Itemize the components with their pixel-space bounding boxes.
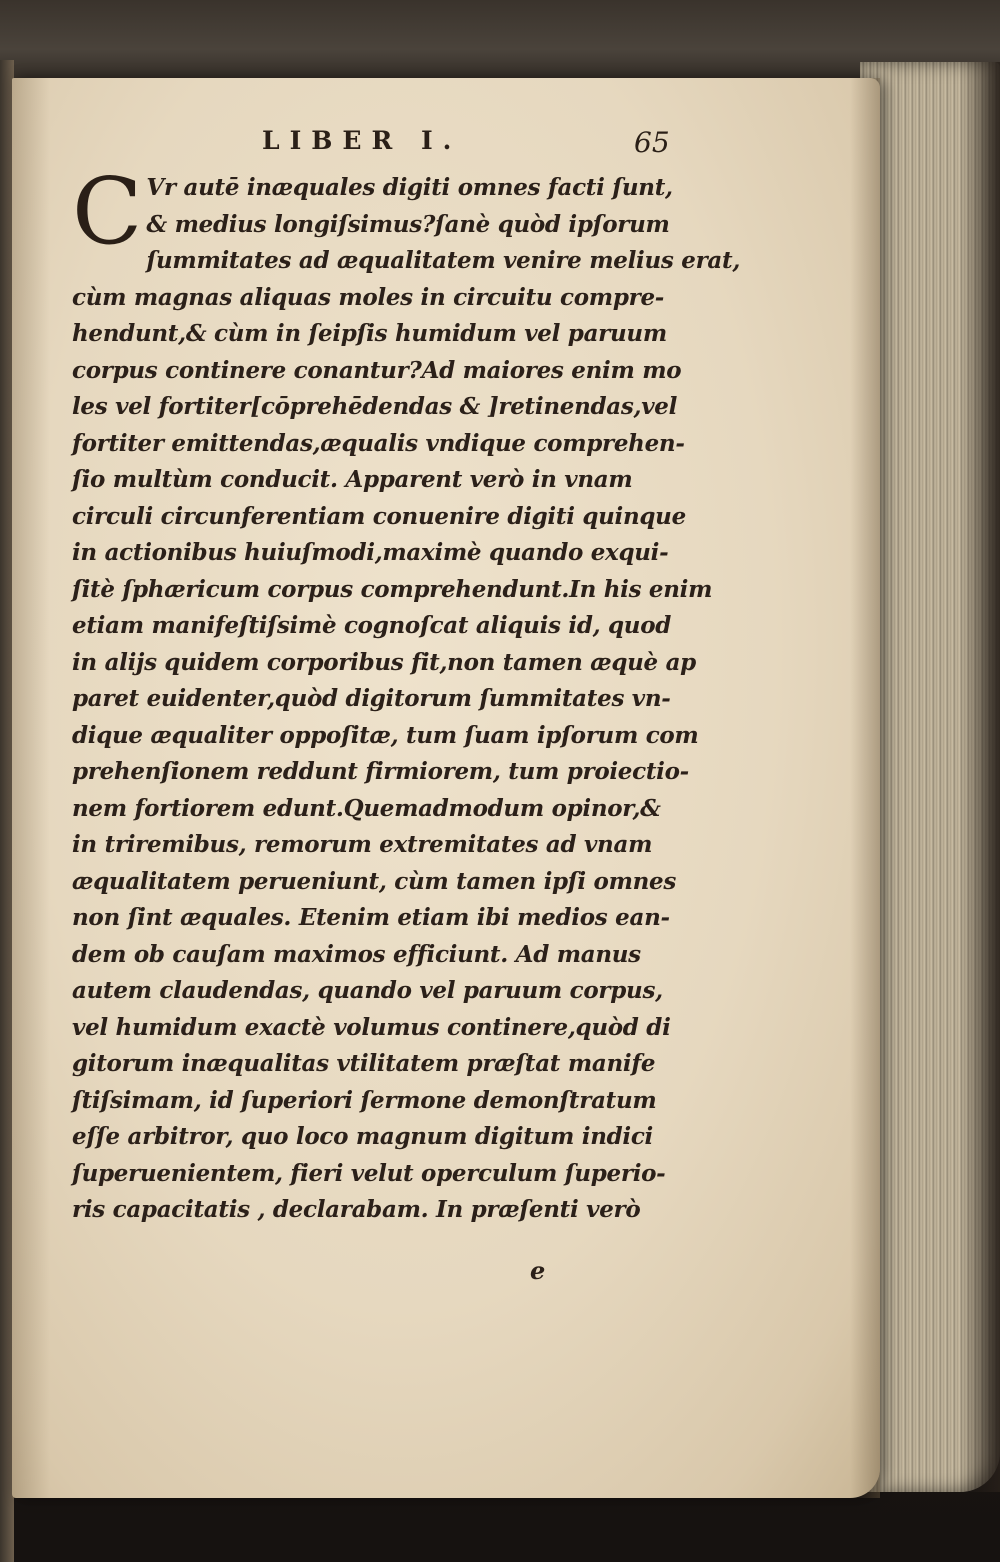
- text-line: ſummitates ad æqualitatem venire melius erat,: [146, 247, 741, 274]
- text-line: in triremibus, remorum extremitates ad vnam: [72, 831, 653, 858]
- text-line: gitorum inæqualitas vtilitatem præſtat manife: [72, 1050, 656, 1077]
- book-page: [12, 78, 880, 1498]
- text-line: non ſint æquales. Etenim etiam ibi medios ean-: [72, 904, 670, 931]
- text-line: nem fortiorem edunt.Quemadmodum opinor,&: [72, 794, 661, 822]
- text-line: Vr autē inæquales digiti omnes facti ſunt,: [146, 174, 673, 201]
- text-line: in actionibus huiuſmodi,maximè quando exqui-: [72, 539, 669, 566]
- text-line: etiam manifeſtiſsimè cognoſcat aliquis id, quod: [72, 612, 672, 639]
- text-line: hendunt,& cùm in ſeipſis humidum vel paruum: [72, 320, 667, 347]
- text-line: & medius longiſsimus?ſanè quòd ipſorum: [146, 210, 670, 238]
- text-line: in alijs quidem corporibus fit,non tamen æquè ap: [72, 648, 696, 676]
- page-number: 65: [634, 126, 670, 159]
- book-binding-top: [0, 0, 1000, 90]
- text-line: ſtiſsimam, id ſuperiori ſermone demonſtratum: [72, 1086, 657, 1114]
- drop-initial: C: [72, 158, 143, 265]
- running-head: LIBER I.: [262, 126, 462, 155]
- text-line: ris capacitatis , declarabam. In præſenti verò: [72, 1196, 641, 1223]
- text-line: circuli circunferentiam conuenire digiti quinque: [72, 502, 686, 530]
- text-line: vel humidum exactè volumus continere,quòd di: [72, 1013, 671, 1041]
- text-line: prehenſionem reddunt firmiorem, tum proiectio-: [72, 758, 689, 785]
- text-line: ſuperuenientem, fieri velut operculum ſuperio-: [72, 1159, 666, 1187]
- text-line: fortiter emittendas,æqualis vndique comprehen-: [72, 429, 685, 457]
- text-line: cùm magnas aliquas moles in circuitu compre-: [72, 283, 665, 311]
- text-line: paret euidenter,quòd digitorum ſummitates vn-: [72, 685, 671, 712]
- text-line: æqualitatem perueniunt, cùm tamen ipſi omnes: [72, 867, 677, 895]
- text-line: corpus continere conantur?Ad maiores enim mo: [72, 356, 682, 384]
- text-line: autem claudendas, quando vel paruum corpus,: [72, 977, 663, 1004]
- body-text: [72, 158, 741, 1229]
- text-line: dique æqualiter oppoſitæ, tum ſuam ipſorum com: [72, 721, 699, 749]
- text-line: dem ob cauſam maximos efficiunt. Ad manus: [72, 940, 641, 968]
- page-stack-edges: [860, 62, 1000, 1492]
- text-line: ſio multùm conducit. Apparent verò in vnam: [72, 466, 633, 493]
- text-line: eſſe arbitror, quo loco magnum digitum indici: [72, 1123, 653, 1150]
- catchword: e: [530, 1256, 546, 1285]
- text-line: les vel fortiter[cōprehēdendas & ]retinendas,vel: [72, 393, 678, 420]
- text-line: ſitè ſphæricum corpus comprehendunt.In his enim: [72, 575, 713, 603]
